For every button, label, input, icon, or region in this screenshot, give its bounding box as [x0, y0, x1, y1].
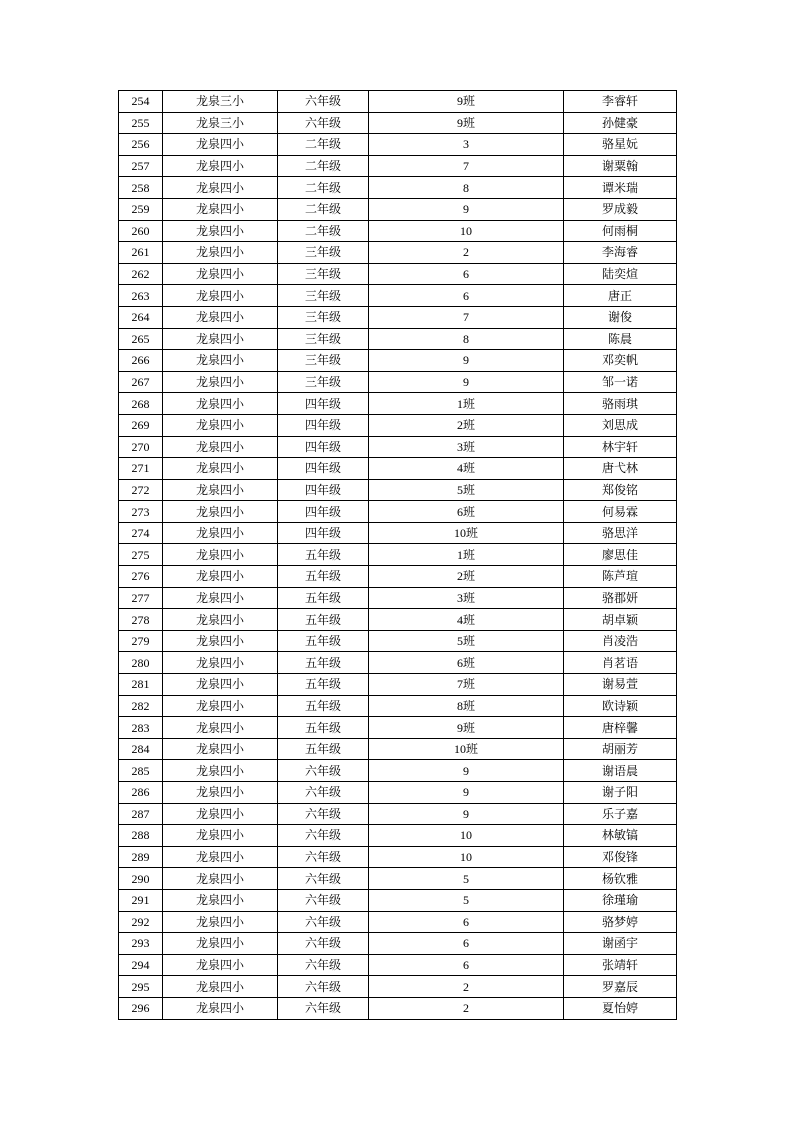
school-cell: 龙泉四小 — [163, 760, 278, 782]
school-cell: 龙泉四小 — [163, 587, 278, 609]
row-number-cell: 267 — [119, 371, 163, 393]
school-cell: 龙泉四小 — [163, 868, 278, 890]
name-cell: 肖茗语 — [564, 652, 677, 674]
table-row — [119, 198, 677, 220]
table-row — [119, 328, 677, 350]
name-cell: 陈晨 — [564, 328, 677, 350]
school-cell: 龙泉四小 — [163, 889, 278, 911]
row-number-cell: 256 — [119, 134, 163, 156]
school-cell: 龙泉四小 — [163, 198, 278, 220]
table-row — [119, 436, 677, 458]
grade-cell: 二年级 — [278, 220, 369, 242]
table-row — [119, 479, 677, 501]
school-cell: 龙泉四小 — [163, 738, 278, 760]
name-cell: 邓奕帆 — [564, 350, 677, 372]
class-cell: 8 — [369, 328, 564, 350]
class-cell: 4班 — [369, 458, 564, 480]
school-cell: 龙泉三小 — [163, 112, 278, 134]
table-row — [119, 933, 677, 955]
grade-cell: 六年级 — [278, 112, 369, 134]
school-cell: 龙泉四小 — [163, 911, 278, 933]
grade-cell: 六年级 — [278, 868, 369, 890]
grade-cell: 三年级 — [278, 285, 369, 307]
row-number-cell: 282 — [119, 695, 163, 717]
grade-cell: 二年级 — [278, 155, 369, 177]
grade-cell: 四年级 — [278, 414, 369, 436]
class-cell: 9 — [369, 803, 564, 825]
table-row — [119, 544, 677, 566]
table-row — [119, 954, 677, 976]
grade-cell: 六年级 — [278, 976, 369, 998]
class-cell: 9 — [369, 760, 564, 782]
class-cell: 1班 — [369, 393, 564, 415]
table-row — [119, 717, 677, 739]
table-row — [119, 414, 677, 436]
table-row — [119, 868, 677, 890]
table-row — [119, 566, 677, 588]
row-number-cell: 260 — [119, 220, 163, 242]
class-cell: 3班 — [369, 436, 564, 458]
row-number-cell: 289 — [119, 846, 163, 868]
school-cell: 龙泉四小 — [163, 609, 278, 631]
name-cell: 罗嘉辰 — [564, 976, 677, 998]
name-cell: 骆雨琪 — [564, 393, 677, 415]
name-cell: 唐正 — [564, 285, 677, 307]
row-number-cell: 283 — [119, 717, 163, 739]
name-cell: 林宇轩 — [564, 436, 677, 458]
grade-cell: 六年级 — [278, 846, 369, 868]
class-cell: 6 — [369, 933, 564, 955]
table-row — [119, 285, 677, 307]
class-cell: 1班 — [369, 544, 564, 566]
class-cell: 10班 — [369, 522, 564, 544]
grade-cell: 三年级 — [278, 350, 369, 372]
name-cell: 乐子嘉 — [564, 803, 677, 825]
grade-cell: 四年级 — [278, 522, 369, 544]
name-cell: 林敏镐 — [564, 825, 677, 847]
row-number-cell: 272 — [119, 479, 163, 501]
name-cell: 谢子阳 — [564, 782, 677, 804]
table-row — [119, 674, 677, 696]
school-cell: 龙泉四小 — [163, 566, 278, 588]
name-cell: 骆郡妍 — [564, 587, 677, 609]
name-cell: 罗成毅 — [564, 198, 677, 220]
class-cell: 2 — [369, 997, 564, 1019]
row-number-cell: 287 — [119, 803, 163, 825]
table-row — [119, 976, 677, 998]
table-row — [119, 630, 677, 652]
name-cell: 李睿轩 — [564, 91, 677, 113]
grade-cell: 五年级 — [278, 717, 369, 739]
class-cell: 10班 — [369, 738, 564, 760]
school-cell: 龙泉四小 — [163, 393, 278, 415]
class-cell: 2 — [369, 242, 564, 264]
grade-cell: 六年级 — [278, 760, 369, 782]
row-number-cell: 277 — [119, 587, 163, 609]
table-row — [119, 846, 677, 868]
name-cell: 骆梦婷 — [564, 911, 677, 933]
table-row — [119, 652, 677, 674]
grade-cell: 六年级 — [278, 825, 369, 847]
class-cell: 6班 — [369, 501, 564, 523]
school-cell: 龙泉四小 — [163, 263, 278, 285]
table-row — [119, 458, 677, 480]
table-row — [119, 155, 677, 177]
row-number-cell: 273 — [119, 501, 163, 523]
row-number-cell: 259 — [119, 198, 163, 220]
grade-cell: 六年级 — [278, 933, 369, 955]
class-cell: 6班 — [369, 652, 564, 674]
school-cell: 龙泉四小 — [163, 371, 278, 393]
school-cell: 龙泉四小 — [163, 782, 278, 804]
grade-cell: 四年级 — [278, 501, 369, 523]
name-cell: 孙健豪 — [564, 112, 677, 134]
class-cell: 5班 — [369, 630, 564, 652]
school-cell: 龙泉四小 — [163, 458, 278, 480]
name-cell: 廖思佳 — [564, 544, 677, 566]
row-number-cell: 269 — [119, 414, 163, 436]
row-number-cell: 258 — [119, 177, 163, 199]
class-cell: 9 — [369, 350, 564, 372]
school-cell: 龙泉四小 — [163, 436, 278, 458]
class-cell: 2班 — [369, 566, 564, 588]
row-number-cell: 262 — [119, 263, 163, 285]
grade-cell: 六年级 — [278, 803, 369, 825]
row-number-cell: 296 — [119, 997, 163, 1019]
school-cell: 龙泉四小 — [163, 306, 278, 328]
table-row — [119, 112, 677, 134]
grade-cell: 六年级 — [278, 954, 369, 976]
table-row — [119, 738, 677, 760]
table-row — [119, 911, 677, 933]
name-cell: 谢粟翰 — [564, 155, 677, 177]
table-row — [119, 306, 677, 328]
name-cell: 谢易萱 — [564, 674, 677, 696]
grade-cell: 五年级 — [278, 544, 369, 566]
class-cell: 8班 — [369, 695, 564, 717]
table-row — [119, 134, 677, 156]
table-row — [119, 825, 677, 847]
school-cell: 龙泉四小 — [163, 846, 278, 868]
table-row — [119, 803, 677, 825]
school-cell: 龙泉四小 — [163, 997, 278, 1019]
name-cell: 欧诗颖 — [564, 695, 677, 717]
row-number-cell: 255 — [119, 112, 163, 134]
grade-cell: 二年级 — [278, 177, 369, 199]
class-cell: 7 — [369, 306, 564, 328]
class-cell: 2班 — [369, 414, 564, 436]
class-cell: 10 — [369, 846, 564, 868]
school-cell: 龙泉四小 — [163, 933, 278, 955]
grade-cell: 四年级 — [278, 436, 369, 458]
row-number-cell: 294 — [119, 954, 163, 976]
class-cell: 9班 — [369, 112, 564, 134]
school-cell: 龙泉四小 — [163, 695, 278, 717]
name-cell: 胡卓颖 — [564, 609, 677, 631]
row-number-cell: 268 — [119, 393, 163, 415]
name-cell: 夏怡婷 — [564, 997, 677, 1019]
table-body — [119, 91, 677, 1020]
row-number-cell: 263 — [119, 285, 163, 307]
class-cell: 9 — [369, 198, 564, 220]
grade-cell: 五年级 — [278, 609, 369, 631]
row-number-cell: 265 — [119, 328, 163, 350]
name-cell: 陆奕煊 — [564, 263, 677, 285]
name-cell: 何易霖 — [564, 501, 677, 523]
name-cell: 陈芦瑄 — [564, 566, 677, 588]
row-number-cell: 284 — [119, 738, 163, 760]
row-number-cell: 275 — [119, 544, 163, 566]
class-cell: 5 — [369, 868, 564, 890]
class-cell: 6 — [369, 911, 564, 933]
school-cell: 龙泉四小 — [163, 242, 278, 264]
name-cell: 谢语晨 — [564, 760, 677, 782]
school-cell: 龙泉四小 — [163, 652, 278, 674]
grade-cell: 三年级 — [278, 263, 369, 285]
table-row — [119, 695, 677, 717]
name-cell: 骆思洋 — [564, 522, 677, 544]
table-row — [119, 782, 677, 804]
class-cell: 3班 — [369, 587, 564, 609]
row-number-cell: 295 — [119, 976, 163, 998]
grade-cell: 二年级 — [278, 134, 369, 156]
name-cell: 骆星妧 — [564, 134, 677, 156]
table-row — [119, 177, 677, 199]
name-cell: 郑俊铭 — [564, 479, 677, 501]
grade-cell: 五年级 — [278, 652, 369, 674]
school-cell: 龙泉四小 — [163, 155, 278, 177]
school-cell: 龙泉四小 — [163, 479, 278, 501]
class-cell: 7 — [369, 155, 564, 177]
grade-cell: 三年级 — [278, 328, 369, 350]
table-row — [119, 242, 677, 264]
row-number-cell: 261 — [119, 242, 163, 264]
school-cell: 龙泉四小 — [163, 177, 278, 199]
school-cell: 龙泉四小 — [163, 954, 278, 976]
row-number-cell: 281 — [119, 674, 163, 696]
name-cell: 何雨桐 — [564, 220, 677, 242]
school-cell: 龙泉四小 — [163, 544, 278, 566]
grade-cell: 五年级 — [278, 587, 369, 609]
table-row — [119, 760, 677, 782]
row-number-cell: 264 — [119, 306, 163, 328]
class-cell: 6 — [369, 954, 564, 976]
class-cell: 9班 — [369, 717, 564, 739]
row-number-cell: 276 — [119, 566, 163, 588]
table-row — [119, 263, 677, 285]
table-row — [119, 997, 677, 1019]
row-number-cell: 278 — [119, 609, 163, 631]
table-row — [119, 889, 677, 911]
grade-cell: 五年级 — [278, 738, 369, 760]
grade-cell: 二年级 — [278, 198, 369, 220]
grade-cell: 六年级 — [278, 997, 369, 1019]
table-row — [119, 393, 677, 415]
class-cell: 10 — [369, 825, 564, 847]
school-cell: 龙泉四小 — [163, 803, 278, 825]
name-cell: 邓俊锋 — [564, 846, 677, 868]
row-number-cell: 280 — [119, 652, 163, 674]
school-cell: 龙泉三小 — [163, 91, 278, 113]
school-cell: 龙泉四小 — [163, 501, 278, 523]
grade-cell: 三年级 — [278, 242, 369, 264]
name-cell: 刘思成 — [564, 414, 677, 436]
name-cell: 徐瑾瑜 — [564, 889, 677, 911]
row-number-cell: 266 — [119, 350, 163, 372]
row-number-cell: 286 — [119, 782, 163, 804]
row-number-cell: 257 — [119, 155, 163, 177]
grade-cell: 五年级 — [278, 674, 369, 696]
row-number-cell: 274 — [119, 522, 163, 544]
grade-cell: 六年级 — [278, 782, 369, 804]
class-cell: 3 — [369, 134, 564, 156]
school-cell: 龙泉四小 — [163, 976, 278, 998]
school-cell: 龙泉四小 — [163, 350, 278, 372]
name-cell: 邹一诺 — [564, 371, 677, 393]
table-row — [119, 501, 677, 523]
name-cell: 肖凌浩 — [564, 630, 677, 652]
table-row — [119, 522, 677, 544]
class-cell: 7班 — [369, 674, 564, 696]
school-cell: 龙泉四小 — [163, 328, 278, 350]
name-cell: 张靖轩 — [564, 954, 677, 976]
school-cell: 龙泉四小 — [163, 134, 278, 156]
school-cell: 龙泉四小 — [163, 414, 278, 436]
grade-cell: 四年级 — [278, 479, 369, 501]
table-row — [119, 609, 677, 631]
name-cell: 谢俊 — [564, 306, 677, 328]
table-row — [119, 220, 677, 242]
grade-cell: 四年级 — [278, 393, 369, 415]
row-number-cell: 279 — [119, 630, 163, 652]
name-cell: 谢函宇 — [564, 933, 677, 955]
student-roster-table — [118, 90, 677, 1020]
grade-cell: 五年级 — [278, 566, 369, 588]
row-number-cell: 254 — [119, 91, 163, 113]
school-cell: 龙泉四小 — [163, 285, 278, 307]
school-cell: 龙泉四小 — [163, 630, 278, 652]
class-cell: 9 — [369, 782, 564, 804]
class-cell: 5 — [369, 889, 564, 911]
grade-cell: 三年级 — [278, 371, 369, 393]
grade-cell: 六年级 — [278, 911, 369, 933]
class-cell: 5班 — [369, 479, 564, 501]
class-cell: 9班 — [369, 91, 564, 113]
school-cell: 龙泉四小 — [163, 674, 278, 696]
class-cell: 8 — [369, 177, 564, 199]
name-cell: 唐弋林 — [564, 458, 677, 480]
grade-cell: 四年级 — [278, 458, 369, 480]
row-number-cell: 292 — [119, 911, 163, 933]
table-row — [119, 371, 677, 393]
table-row — [119, 350, 677, 372]
row-number-cell: 290 — [119, 868, 163, 890]
school-cell: 龙泉四小 — [163, 717, 278, 739]
row-number-cell: 271 — [119, 458, 163, 480]
table-row — [119, 587, 677, 609]
school-cell: 龙泉四小 — [163, 522, 278, 544]
class-cell: 6 — [369, 285, 564, 307]
table-row — [119, 91, 677, 113]
row-number-cell: 285 — [119, 760, 163, 782]
row-number-cell: 270 — [119, 436, 163, 458]
name-cell: 谭米瑞 — [564, 177, 677, 199]
class-cell: 6 — [369, 263, 564, 285]
grade-cell: 三年级 — [278, 306, 369, 328]
row-number-cell: 288 — [119, 825, 163, 847]
name-cell: 杨钦雅 — [564, 868, 677, 890]
class-cell: 4班 — [369, 609, 564, 631]
row-number-cell: 291 — [119, 889, 163, 911]
class-cell: 9 — [369, 371, 564, 393]
grade-cell: 五年级 — [278, 630, 369, 652]
grade-cell: 五年级 — [278, 695, 369, 717]
school-cell: 龙泉四小 — [163, 220, 278, 242]
name-cell: 唐梓馨 — [564, 717, 677, 739]
name-cell: 李海睿 — [564, 242, 677, 264]
class-cell: 2 — [369, 976, 564, 998]
class-cell: 10 — [369, 220, 564, 242]
grade-cell: 六年级 — [278, 91, 369, 113]
school-cell: 龙泉四小 — [163, 825, 278, 847]
row-number-cell: 293 — [119, 933, 163, 955]
grade-cell: 六年级 — [278, 889, 369, 911]
name-cell: 胡丽芳 — [564, 738, 677, 760]
